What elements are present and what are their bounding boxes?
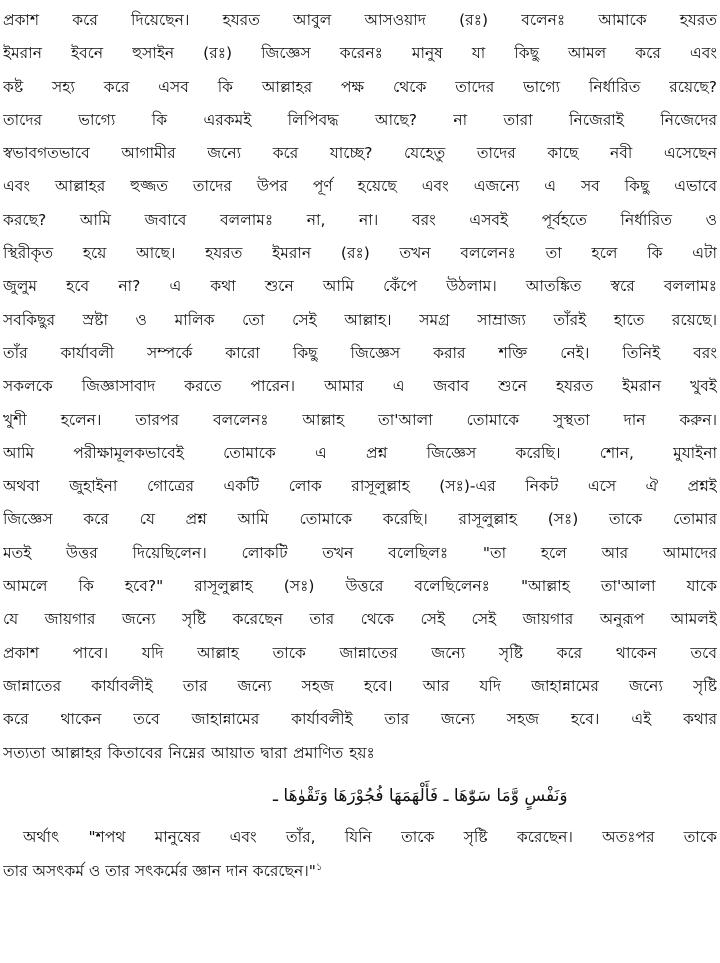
passage-line: অথবা জুহাইনা গোত্রের একটি লোক রাসূলুল্লাহ (সঃ)-এর নিকট এসে ঐ প্রশ্নই bbox=[3, 477, 717, 496]
passage-line: খুশী হলেন। তারপর বললেনঃ আল্লাহ তা'আলা তোমাকে সুস্থতা দান করুন। bbox=[3, 410, 717, 429]
passage-line: আমলে কি হবে?" রাসূলুল্লাহ (সঃ) উত্তরে বলেছিলেনঃ "আল্লাহ তা'আলা যাকে bbox=[3, 577, 717, 596]
passage-line: সত্যতা আল্লাহর কিতাবের নিম্নের আয়াত দ্বারা প্রমাণিত হয়ঃ bbox=[3, 743, 375, 762]
translation-line-text: তার অসৎকর্ম ও তার সৎকর্মের জ্ঞান দান করেছেন।" bbox=[3, 861, 316, 880]
passage-line: প্রকাশ করে দিয়েছেন। হযরত আবুল আসওয়াদ (রঃ) বলেনঃ আমাকে হযরত bbox=[3, 11, 717, 29]
book-page bbox=[3, 4, 717, 959]
passage-line: ইমরান ইবনে হুসাইন (রঃ) জিজ্ঞেস করেনঃ মানুষ যা কিছু আমল করে এবং bbox=[3, 44, 717, 63]
passage-line: কষ্ট সহ্য করে এসব কি আল্লাহর পক্ষ থেকে তাদের ভাগ্যে নির্ধারিত রয়েছে? bbox=[3, 77, 717, 96]
passage-line: সবকিছুর স্রষ্টা ও মালিক তো সেই আল্লাহ। সমগ্র সাম্রাজ্য তাঁরই হাতে রয়েছে। bbox=[3, 310, 717, 329]
passage-line: করে থাকেন তবে জাহান্নামের কার্যাবলীই তার জন্যে সহজ হবে। এই কথার bbox=[3, 710, 717, 729]
passage-line: মতই উত্তর দিয়েছিলেন। লোকটি তখন বলেছিলঃ "তা হলে আর আমাদের bbox=[3, 543, 717, 562]
quran-verse: وَنَفْسٍ وَّمَا سَوّٰهَا ـ فَأَلْهَمَهَا فُجُوْرَهَا وَتَقْوٰهَا ـ bbox=[273, 785, 568, 806]
passage-line: স্বভাবগতভাবে আগামীর জন্যে করে যাচ্ছে? যেহেতু তাদের কাছে নবী এসেছেন bbox=[3, 144, 717, 163]
passage-line: যে জায়গার জন্যে সৃষ্টি করেছেন তার থেকে সেই সেই জায়গার অনুরূপ আমলই bbox=[3, 610, 717, 629]
passage-body bbox=[3, 4, 717, 770]
passage-line: সকলকে জিজ্ঞাসাবাদ করতে পারেন। আমার এ জবাব শুনে হযরত ইমরান খুবই bbox=[3, 377, 717, 396]
verse-translation bbox=[3, 820, 717, 888]
passage-line: তাদের ভাগ্যে কি এরকমই লিপিবদ্ধ আছে? না তারা নিজেরাই নিজেদের bbox=[3, 110, 717, 129]
passage-line: জিজ্ঞেস করে যে প্রশ্ন আমি তোমাকে করেছি। রাসূলুল্লাহ (সঃ) তাকে তোমার bbox=[3, 510, 717, 529]
footnote-marker: ১ bbox=[315, 861, 323, 873]
passage-line: আমি পরীক্ষামূলকভাবেই তোমাকে এ প্রশ্ন জিজ্ঞেস করেছি। শোন, মুযাইনা bbox=[3, 443, 717, 462]
translation-line: অর্থাৎ "শপথ মানুষের এবং তাঁর, যিনি তাকে সৃষ্টি করেছেন। অতঃপর তাকে bbox=[23, 827, 717, 846]
passage-line: স্থিরীকৃত হয়ে আছে। হযরত ইমরান (রঃ) তখন বললেনঃ তা হলে কি এটা bbox=[3, 244, 717, 263]
passage-line: জান্নাতের কার্যাবলীই তার জন্যে সহজ হবে। আর যদি জাহান্নামের জন্যে সৃষ্টি bbox=[3, 676, 717, 695]
translation-line bbox=[3, 854, 717, 888]
passage-line: এবং আল্লাহর হুজ্জত তাদের উপর পূর্ণ হয়েছে এবং এজন্যে এ সব কিছু এভাবে bbox=[3, 177, 717, 196]
passage-line: তাঁর কার্যাবলী সম্পর্কে কারো কিছু জিজ্ঞেস করার শক্তি নেই। তিনিই বরং bbox=[3, 343, 717, 362]
passage-line: জুলুম হবে না? এ কথা শুনে আমি কেঁপে উঠলাম। আতঙ্কিত স্বরে বললামঃ bbox=[3, 277, 717, 296]
passage-line: প্রকাশ পাবে। যদি আল্লাহ তাকে জান্নাতের জন্যে সৃষ্টি করে থাকেন তবে bbox=[3, 643, 717, 662]
passage-line: করছে? আমি জবাবে বললামঃ না, না। বরং এসবই পূর্বহতে নির্ধারিত ও bbox=[3, 210, 717, 229]
